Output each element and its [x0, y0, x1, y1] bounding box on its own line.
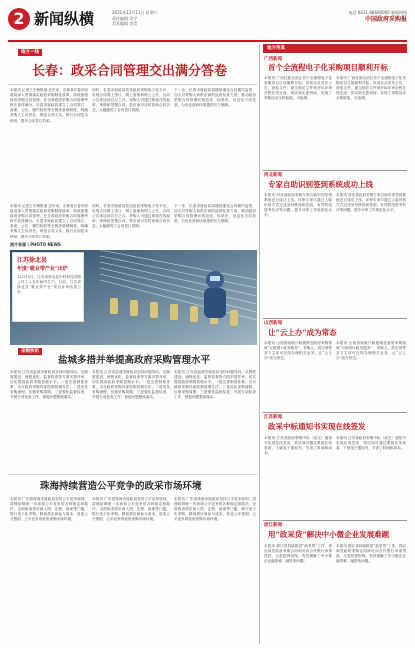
right-story-body: 本报讯 江苏省政府采购中标（成交）通知书实现在线签发，供应商可通过系统在线查看、下载电子通知书，节省了时间和成本。 [336, 436, 406, 451]
right-story-body: 本报讯 江苏省政府采购中标（成交）通知书实现在线签发，供应商可通过系统在线查看、下载电子通知书，节省了时间和成本。 [264, 436, 332, 456]
divider [263, 412, 407, 413]
article-column: 同时，长春市财政局依托政府采购电子化平台，实现合同网上签订、网上备案和网上公开，合同公告率达到百分之百。采购人可通过系统在线起草、审核和签署合同，供应商可实时查询合同状态，大幅缩短了合同签订周期。 [92, 204, 170, 229]
column-separator [259, 44, 260, 644]
page-number-badge: 2 [8, 8, 30, 30]
divider [263, 170, 407, 171]
meta-line: 美术编辑 李青 [112, 21, 138, 26]
left-headline: 长春：政采合同管理交出满分答卷 [32, 64, 228, 79]
meta-line: 2021年12月11日 星期六 [112, 10, 158, 15]
article-column: 本报讯 江苏省盐城市财政局坚持问题导向，从制度建设、流程优化、监督检查等方面多措并举，切实提高政府采购管理水平。一是完善制度体系，出台政府采购内部控制管理办法；二是优化采购流程，压缩采购周期；三是强化监督检查，开展专项检查工作，督促问题整改落实。 [92, 370, 170, 400]
right-story-section: 浙江新闻 [264, 523, 282, 528]
article-column: 本报讯 江苏省盐城市财政局坚持问题导向，从制度建设、流程优化、监督检查等方面多措并举，切实提高政府采购管理水平。一是完善制度体系，出台政府采购内部控制管理办法；二是优化采购流程，压缩采购周期；三是强化监督检查，开展专项检查工作，督促问题整改落实。 [174, 370, 256, 400]
article-column: 本报讯 记者王冬梅报道 近年来，吉林省长春市财政局深入贯彻落实政府采购制度改革，持续加强政府采购合同管理，在全省政府采购合同管理考核中获得满分。长春市财政局建立了合同签订、备案、公告、履约验收等全链条管理制度，明确采购人主体责任，规范合同文本，推行合同范本使用，提升合同签订效率。 [10, 204, 88, 238]
divider [263, 520, 407, 521]
right-story-section: 广西新闻 [264, 57, 282, 62]
mid-headline-2: 珠海持续营造公平竞争的政采市场环境 [40, 481, 202, 492]
caption-body: 12月10日，江苏省徐北县中科科技有限公司工人在车间内生产。日前，江苏省徐北县“就业带产业”项目评审结果公布。 [17, 275, 81, 295]
right-story-body: 本报讯 广西壮族自治区首个全流程电子化采购项目日前顺利开标。该项目从发布公告、获取文件、递交响应文件到开标评审全程在线完成，供应商无需到场，实现了采购活动全程留痕、可追溯。 [264, 76, 332, 101]
mid-headline: 盐城多措并举提高政府采购管理水平 [58, 355, 211, 366]
article-column: 本报讯 记者王冬梅报道 近年来，吉林省长春市财政局深入贯彻落实政府采购制度改革，持续加强政府采购合同管理，在全省政府采购合同管理考核中获得满分。长春市财政局建立了合同签订、备案、公告、履约验收等全链条管理制度，明确采购人主体责任，规范合同文本，推行合同范本使用，提升合同签订效率。 [10, 88, 88, 123]
right-story-title: 让“云上办”成为常态 [268, 328, 337, 337]
right-story-body: 本报讯 浙江省持续推进“政采贷”工作，供应商凭政府采购合同即可向合作银行申请贷款，无需抵押担保，有效缓解了中小微企业融资难、融资贵问题。 [264, 544, 332, 564]
right-story-title: 首个全流程电子化采购项目顺利开标 [268, 63, 388, 72]
caption-subtitle: 年度“就业带产业”出炉 [17, 266, 68, 272]
right-story-body: 本报讯 河北省政府采购专家自助识别签到系统近日成功上线。评审专家可通过人脸识别方式完成身份核验和签到，有效防范替考代评等问题，提升评审工作规范化水平。 [264, 193, 332, 218]
right-story-title: 用“政采贷”解决中小微企业发展难题 [268, 530, 390, 539]
header-rule [8, 40, 407, 42]
article-column: 本报讯 广东省珠海市财政局坚持公平竞争原则，清理妨碍统一市场和公平竞争的各种规定和做法，全面取消供应商入围、注册、备案等门槛，推行电子化采购，降低供应商参与成本，营造公开透明、公平竞争的政府采购市场环境。 [174, 497, 256, 522]
photo-credit: 图片来源 | PHOTO NEWS [10, 242, 61, 247]
page-header [8, 6, 407, 42]
divider [8, 84, 257, 85]
left-tag: 地方一线 [18, 49, 42, 56]
caption-title: 江苏徐北县 [17, 257, 48, 264]
right-section-title: 地方传真 [267, 46, 285, 51]
divider [263, 318, 407, 319]
right-story-title: 专家自助识别签到系统成功上线 [268, 180, 373, 189]
article-column: 下一步，长春市财政局将继续强化合同履约监管，加大对采购人和供应商的监督检查力度，推动政府采购合同管理向规范化、标准化、信息化方向发展，为优化营商环境提供有力保障。 [174, 204, 256, 224]
right-story-title: 政采中标通知书实现在线签发 [268, 422, 366, 431]
right-story-body: 本报讯 山西省财政厅积极推进政府采购领域“互联网+政务服务”，采购人、供应商等各方主体可在线办理相关业务，让“云上办”成为常态。 [264, 341, 332, 361]
section-title: 新闻纵横 [34, 10, 95, 28]
meta-line: 责任编辑 吴宇 [112, 15, 138, 21]
mid-tag: 采购快讯 [18, 348, 42, 355]
right-story-body: 本报讯 山西省财政厅积极推进政府采购领域“互联网+政务服务”，采购人、供应商等各方主体可在线办理相关业务，让“云上办”成为常态。 [336, 341, 406, 361]
divider [8, 474, 257, 475]
right-story-body: 本报讯 浙江省持续推进“政采贷”工作，供应商凭政府采购合同即可向合作银行申请贷款，无需抵押担保，有效缓解了中小微企业融资难、融资贵问题。 [336, 544, 406, 564]
right-story-section: 河北新闻 [264, 173, 282, 178]
header-right-info: 电话 0431-88600000 新闻热线 [348, 10, 407, 15]
right-story-body: 本报讯 河北省政府采购专家自助识别签到系统近日成功上线。评审专家可通过人脸识别方式完成身份核验和签到，有效防范替考代评等问题，提升评审工作规范化水平。 [336, 193, 406, 213]
right-story-body: 本报讯 广西壮族自治区首个全流程电子化采购项目日前顺利开标。该项目从发布公告、获取文件、递交响应文件到开标评审全程在线完成，供应商无需到场，实现了采购活动全程留痕、可追溯。 [336, 76, 406, 101]
article-column: 本报讯 江苏省盐城市财政局坚持问题导向，从制度建设、流程优化、监督检查等方面多措并举，切实提高政府采购管理水平。一是完善制度体系，出台政府采购内部控制管理办法；二是优化采购流程，压缩采购周期；三是强化监督检查，开展专项检查工作，督促问题整改落实。 [10, 370, 88, 400]
article-column: 本报讯 广东省珠海市财政局坚持公平竞争原则，清理妨碍统一市场和公平竞争的各种规定和做法，全面取消供应商入围、注册、备案等门槛，推行电子化采购，降低供应商参与成本，营造公开透明、公平竞争的政府采购市场环境。 [10, 497, 88, 522]
header-meta [112, 10, 172, 27]
photo-caption-box [12, 252, 84, 322]
article-column: 本报讯 广东省珠海市财政局坚持公平竞争原则，清理妨碍统一市场和公平竞争的各种规定和做法，全面取消供应商入围、注册、备案等门槛，推行电子化采购，降低供应商参与成本，营造公开透明、公平竞争的政府采购市场环境。 [92, 497, 170, 522]
masthead-brand: 中国政府采购报 [364, 16, 407, 23]
article-column: 同时，长春市财政局依托政府采购电子化平台，实现合同网上签订、网上备案和网上公开，合同公告率达到百分之百。采购人可通过系统在线起草、审核和签署合同，供应商可实时查询合同状态，大幅缩短了合同签订周期。 [92, 88, 170, 113]
article-column: 下一步，长春市财政局将继续强化合同履约监管，加大对采购人和供应商的监督检查力度，推动政府采购合同管理向规范化、标准化、信息化方向发展，为优化营商环境提供有力保障。 [174, 88, 256, 108]
right-story-section: 山西新闻 [264, 321, 282, 326]
right-story-section: 江苏新闻 [264, 415, 282, 420]
right-section-bar [263, 44, 407, 53]
